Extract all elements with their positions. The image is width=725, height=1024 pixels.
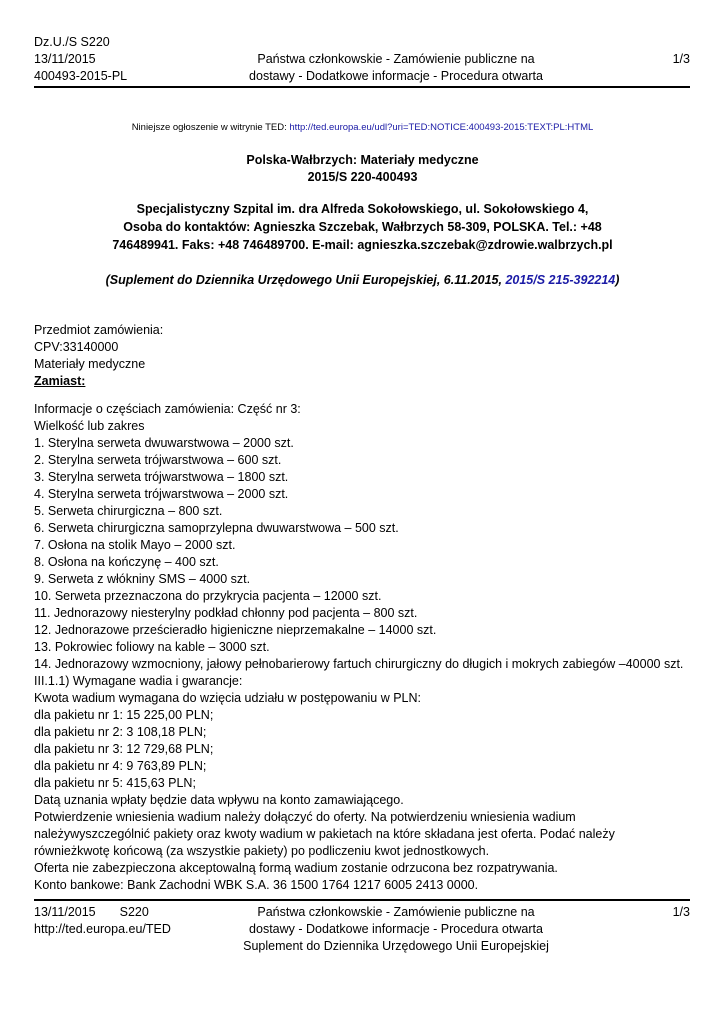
footer-divider	[34, 899, 690, 901]
deposit-intro: Kwota wadium wymagana do wzięcia udziału w postępowaniu w PLN:	[34, 691, 422, 705]
package-deposit: dla pakietu nr 5: 415,63 PLN;	[34, 776, 196, 790]
entity-line3: 746489941. Faks: +48 746489700. E-mail: agnieszka.szczebak@zdrowie.walbrzych.pl	[112, 238, 613, 252]
page-title-line1: Polska-Wałbrzych: Materiały medyczne	[246, 153, 479, 167]
footer-code: S220	[119, 905, 149, 919]
list-item: 14. Jednorazowy wzmocniony, jałowy pełnobarierowy fartuch chirurgiczny do długich i mokrych zabiegów –40000 szt.	[34, 657, 684, 671]
list-item: 13. Pokrowiec foliowy na kable – 3000 szt.	[34, 640, 270, 654]
deposit-heading: III.1.1) Wymagane wadia i gwarancje:	[34, 674, 243, 688]
list-item: 9. Serweta z włókniny SMS – 4000 szt.	[34, 572, 251, 586]
header-title-line1: Państwa członkowskie - Zamówienie publiczne na	[257, 52, 535, 66]
part-info: Informacje o częściach zamówienia: Część nr 3:	[34, 402, 301, 416]
footer-title-line2: dostawy - Dodatkowe informacje - Procedura otwarta	[249, 922, 543, 936]
package-deposit: dla pakietu nr 1: 15 225,00 PLN;	[34, 708, 214, 722]
rejection-note: Oferta nie zabezpieczona akceptowalną formą wadium zostanie odrzucona bez rozpatrywania.	[34, 861, 558, 875]
ted-notice	[0, 122, 725, 134]
page-title	[0, 152, 725, 186]
supplement-reference	[0, 272, 725, 289]
header-title	[240, 51, 552, 85]
supplement-prefix: (Suplement do Dziennika Urzędowego Unii Europejskiej, 6.11.2015,	[105, 273, 506, 287]
cpv-code: CPV:33140000	[34, 340, 119, 354]
confirmation-note: Potwierdzenie wniesienia wadium należy dołączyć do oferty. Na potwierdzeniu wniesienia wadium należywyszczególnić pakiety oraz kwoty wadium w pakietach na które składana jest oferta. Podać należy równieżkwotę końcową (za wszystkie pakiety) po podliczeniu kwot jednostkowych.	[34, 810, 615, 858]
supplement-link[interactable]: 2015/S 215-392214	[505, 273, 616, 287]
list-item: 1. Sterylna serweta dwuwarstwowa – 2000 szt.	[34, 436, 294, 450]
list-item: 3. Sterylna serweta trójwarstwowa – 1800 szt.	[34, 470, 289, 484]
cpv-description: Materiały medyczne	[34, 357, 146, 371]
notice-body	[34, 322, 694, 894]
doc-ref: Dz.U./S S220	[34, 35, 110, 49]
header-date: 13/11/2015	[34, 52, 96, 66]
package-deposit: dla pakietu nr 3: 12 729,68 PLN;	[34, 742, 214, 756]
page-title-line2: 2015/S 220-400493	[307, 170, 418, 184]
list-item: 10. Serweta przeznaczona do przykrycia pacjenta – 12000 szt.	[34, 589, 382, 603]
quantity-label: Wielkość lub zakres	[34, 419, 145, 433]
supplement-suffix: )	[615, 273, 620, 287]
footer-title	[240, 904, 552, 955]
contracting-entity	[80, 200, 645, 254]
footer-url: http://ted.europa.eu/TED	[34, 922, 171, 936]
subject-label: Przedmiot zamówienia:	[34, 323, 164, 337]
entity-line2: Osoba do kontaktów: Agnieszka Szczebak, Wałbrzych 58-309, POLSKA. Tel.: +48	[123, 220, 602, 234]
list-item: 5. Serweta chirurgiczna – 800 szt.	[34, 504, 223, 518]
footer-page-number: 1/3	[672, 905, 690, 919]
entity-line1: Specjalistyczny Szpital im. dra Alfreda Sokołowskiego, ul. Sokołowskiego 4,	[136, 202, 589, 216]
payment-date-note: Datą uznania wpłaty będzie data wpływu na konto zamawiającego.	[34, 793, 404, 807]
package-deposit: dla pakietu nr 4: 9 763,89 PLN;	[34, 759, 207, 773]
package-deposit: dla pakietu nr 2: 3 108,18 PLN;	[34, 725, 207, 739]
list-item: 12. Jednorazowe prześcieradło higieniczne nieprzemakalne – 14000 szt.	[34, 623, 437, 637]
list-item: 6. Serweta chirurgiczna samoprzylepna dwuwarstwowa – 500 szt.	[34, 521, 399, 535]
bank-account: Konto bankowe: Bank Zachodni WBK S.A. 36 1500 1764 1217 6005 2413 0000.	[34, 878, 479, 892]
notice-id: 400493-2015-PL	[34, 69, 128, 83]
header-divider	[34, 86, 690, 88]
footer-title-line3: Suplement do Dziennika Urzędowego Unii Europejskiej	[243, 939, 549, 953]
list-item: 2. Sterylna serweta trójwarstwowa – 600 szt.	[34, 453, 282, 467]
footer-title-line1: Państwa członkowskie - Zamówienie publiczne na	[257, 905, 535, 919]
header-page-number: 1/3	[672, 52, 690, 66]
list-item: 11. Jednorazowy niesterylny podkład chłonny pod pacjenta – 800 szt.	[34, 606, 418, 620]
header-reference-block	[34, 34, 127, 85]
ted-notice-prefix: Niniejsze ogłoszenie w witrynie TED:	[131, 122, 290, 133]
list-item: 7. Osłona na stolik Mayo – 2000 szt.	[34, 538, 236, 552]
header-title-line2: dostawy - Dodatkowe informacje - Procedura otwarta	[249, 69, 543, 83]
instead-label: Zamiast:	[34, 374, 86, 388]
list-item: 4. Sterylna serweta trójwarstwowa – 2000 szt.	[34, 487, 289, 501]
ted-notice-link[interactable]: http://ted.europa.eu/udl?uri=TED:NOTICE:400493-2015:TEXT:PL:HTML	[289, 122, 594, 133]
list-item: 8. Osłona na kończynę – 400 szt.	[34, 555, 219, 569]
footer-date: 13/11/2015	[34, 905, 96, 919]
footer-reference-block	[34, 904, 171, 938]
